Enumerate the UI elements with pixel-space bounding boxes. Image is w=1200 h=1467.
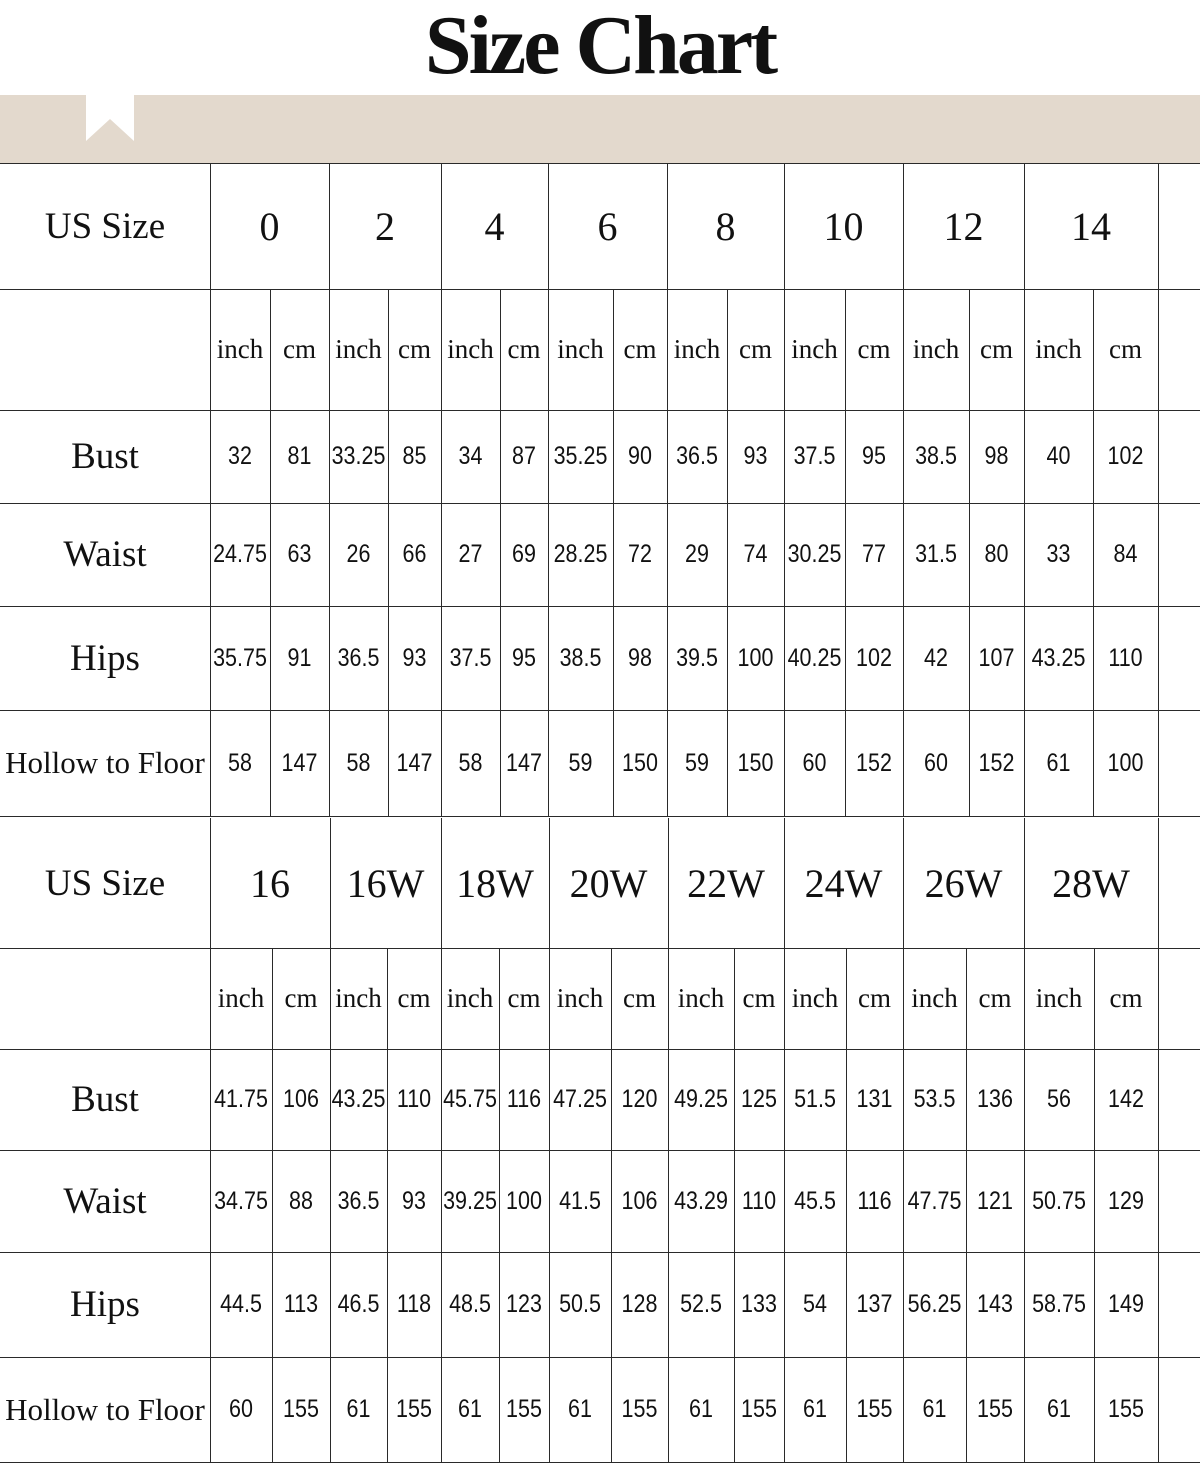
waist-inch-value: 34.75 — [214, 1186, 268, 1215]
unit-inch-label: inch — [335, 983, 382, 1013]
bust-cm-value: 136 — [977, 1085, 1013, 1113]
bust-cm-value: 90 — [628, 442, 652, 470]
hollow-to-floor-cm-value: 100 — [1107, 748, 1144, 777]
hollow-to-floor-inch-value: 61 — [1047, 1395, 1071, 1423]
waist-inch-value: 36.5 — [337, 1186, 380, 1215]
row-label-us-size: US Size — [44, 205, 166, 247]
bust-cm-value: 102 — [1107, 442, 1144, 470]
row-label-hips: Hips — [70, 1284, 140, 1325]
hips-inch-value: 37.5 — [449, 643, 492, 672]
waist-cm-value: 80 — [984, 540, 1009, 568]
bust-inch-value: 32 — [228, 442, 252, 470]
hollow-to-floor-inch-value: 61 — [346, 1395, 371, 1423]
hips-cm-value: 149 — [1108, 1290, 1144, 1318]
hips-inch-value: 50.5 — [559, 1290, 601, 1318]
hips-cm-value: 113 — [283, 1290, 319, 1318]
unit-inch-label: inch — [1035, 334, 1082, 364]
hips-cm-value: 100 — [737, 643, 774, 672]
hollow-to-floor-inch-value: 59 — [568, 748, 593, 777]
bust-inch-value: 56 — [1047, 1085, 1071, 1113]
waist-inch-value: 24.75 — [213, 540, 267, 568]
hollow-to-floor-inch-value: 58 — [346, 748, 371, 777]
hollow-to-floor-inch-value: 58 — [458, 748, 483, 777]
hips-inch-value: 52.5 — [680, 1290, 722, 1318]
hips-inch-value: 46.5 — [337, 1290, 380, 1318]
table-vline — [1158, 163, 1159, 816]
unit-cm-label: cm — [397, 983, 431, 1013]
bust-cm-value: 142 — [1108, 1085, 1144, 1113]
waist-cm-value: 116 — [857, 1186, 892, 1215]
waist-inch-value: 33 — [1046, 540, 1071, 568]
unit-cm-label: cm — [623, 334, 657, 364]
size-header: 2 — [375, 203, 395, 249]
unit-cm-label: cm — [507, 334, 541, 364]
size-header: 26W — [924, 860, 1003, 906]
size-header: 20W — [569, 860, 648, 906]
waist-inch-value: 39.25 — [443, 1186, 497, 1215]
waist-cm-value: 84 — [1113, 540, 1138, 568]
hips-inch-value: 48.5 — [449, 1290, 491, 1318]
size-header: 16 — [250, 860, 290, 906]
hips-cm-value: 110 — [1108, 643, 1143, 672]
bust-inch-value: 49.25 — [674, 1085, 728, 1113]
size-header: 24W — [804, 860, 883, 906]
hips-inch-value: 56.25 — [907, 1290, 962, 1318]
hollow-to-floor-cm-value: 155 — [283, 1395, 319, 1423]
hollow-to-floor-cm-value: 155 — [621, 1395, 658, 1423]
hollow-to-floor-inch-value: 61 — [1046, 748, 1071, 777]
unit-inch-label: inch — [335, 334, 382, 364]
row-label-waist: Waist — [63, 534, 147, 575]
hips-cm-value: 102 — [856, 643, 892, 672]
bust-inch-value: 38.5 — [915, 442, 957, 470]
hips-cm-value: 123 — [506, 1290, 542, 1318]
waist-inch-value: 50.75 — [1032, 1186, 1086, 1215]
hips-inch-value: 42 — [924, 643, 948, 672]
row-label-hips: Hips — [70, 637, 140, 679]
size-header: 10 — [823, 203, 864, 249]
waist-inch-value: 43.29 — [674, 1186, 728, 1215]
bust-inch-value: 41.75 — [214, 1085, 268, 1113]
unit-inch-label: inch — [557, 334, 604, 364]
unit-inch-label: inch — [217, 983, 265, 1013]
waist-cm-value: 129 — [1108, 1186, 1144, 1215]
bust-inch-value: 43.25 — [331, 1085, 386, 1113]
hollow-to-floor-cm-value: 155 — [856, 1395, 893, 1423]
hollow-to-floor-inch-value: 59 — [685, 748, 709, 777]
bust-cm-value: 106 — [283, 1085, 319, 1113]
hips-inch-value: 54 — [803, 1290, 827, 1318]
hollow-to-floor-inch-value: 61 — [803, 1395, 827, 1423]
bust-cm-value: 131 — [856, 1085, 893, 1113]
waist-inch-value: 27 — [458, 540, 483, 568]
unit-inch-label: inch — [556, 983, 604, 1013]
unit-inch-label: inch — [447, 334, 494, 364]
unit-inch-label: inch — [911, 983, 958, 1013]
waist-cm-value: 69 — [512, 540, 536, 568]
hollow-to-floor-cm-value: 147 — [506, 748, 542, 777]
waist-cm-value: 110 — [741, 1186, 777, 1215]
size-header: 22W — [687, 860, 765, 906]
bust-inch-value: 36.5 — [676, 442, 718, 470]
hips-inch-value: 36.5 — [337, 643, 380, 672]
bust-inch-value: 53.5 — [913, 1085, 956, 1113]
row-label-hollow-to-floor: Hollow to Floor — [5, 745, 205, 780]
bust-inch-value: 45.75 — [443, 1085, 497, 1113]
size-header: 8 — [715, 203, 736, 249]
hollow-to-floor-cm-value: 155 — [396, 1395, 432, 1423]
bust-inch-value: 37.5 — [793, 442, 836, 470]
size-header: 28W — [1052, 860, 1130, 906]
unit-inch-label: inch — [677, 983, 725, 1013]
unit-cm-label: cm — [978, 983, 1012, 1013]
waist-inch-value: 30.25 — [787, 540, 842, 568]
hollow-to-floor-cm-value: 155 — [1108, 1395, 1144, 1423]
waist-inch-value: 45.5 — [794, 1186, 836, 1215]
unit-inch-label: inch — [1035, 983, 1083, 1013]
bust-inch-value: 35.25 — [553, 442, 608, 470]
unit-inch-label: inch — [673, 334, 721, 364]
hollow-to-floor-cm-value: 155 — [977, 1395, 1013, 1423]
unit-cm-label: cm — [283, 334, 316, 364]
bust-cm-value: 93 — [743, 442, 768, 470]
waist-cm-value: 121 — [977, 1186, 1013, 1215]
waist-cm-value: 63 — [287, 540, 312, 568]
unit-inch-label: inch — [446, 983, 494, 1013]
waist-inch-value: 31.5 — [915, 540, 957, 568]
row-label-bust: Bust — [71, 436, 139, 477]
hips-cm-value: 93 — [402, 643, 427, 672]
hollow-to-floor-inch-value: 61 — [568, 1395, 592, 1423]
waist-cm-value: 66 — [402, 540, 427, 568]
hips-inch-value: 58.75 — [1032, 1290, 1086, 1318]
bust-inch-value: 33.25 — [331, 442, 386, 470]
hollow-to-floor-inch-value: 61 — [689, 1395, 713, 1423]
waist-cm-value: 74 — [743, 540, 768, 568]
hollow-to-floor-cm-value: 152 — [856, 748, 892, 777]
size-header: 18W — [456, 860, 534, 906]
hips-cm-value: 98 — [628, 643, 652, 672]
waist-cm-value: 106 — [621, 1186, 658, 1215]
table-vline — [1158, 818, 1159, 1462]
waist-cm-value: 77 — [862, 540, 886, 568]
hollow-to-floor-inch-value: 60 — [924, 748, 948, 777]
hips-inch-value: 40.25 — [787, 643, 842, 672]
hollow-to-floor-inch-value: 61 — [458, 1395, 482, 1423]
size-header: 12 — [943, 203, 984, 249]
hips-inch-value: 35.75 — [213, 643, 267, 672]
hips-cm-value: 128 — [621, 1290, 658, 1318]
unit-cm-label: cm — [1109, 983, 1143, 1013]
bust-inch-value: 47.25 — [553, 1085, 607, 1113]
hips-cm-value: 118 — [396, 1290, 432, 1318]
bust-cm-value: 87 — [512, 442, 536, 470]
size-header: 14 — [1071, 203, 1111, 249]
hips-cm-value: 137 — [856, 1290, 893, 1318]
unit-inch-label: inch — [791, 334, 838, 364]
unit-cm-label: cm — [739, 334, 772, 364]
waist-inch-value: 41.5 — [559, 1186, 601, 1215]
size-header: 6 — [597, 203, 618, 249]
unit-inch-label: inch — [912, 334, 960, 364]
waist-cm-value: 72 — [628, 540, 652, 568]
hips-cm-value: 107 — [978, 643, 1015, 672]
hollow-to-floor-inch-value: 58 — [228, 748, 252, 777]
hollow-to-floor-cm-value: 155 — [741, 1395, 777, 1423]
table-hline — [0, 816, 1200, 817]
unit-cm-label: cm — [623, 983, 656, 1013]
unit-cm-label: cm — [980, 334, 1013, 364]
hollow-to-floor-cm-value: 147 — [396, 748, 433, 777]
row-label-waist: Waist — [63, 1180, 147, 1222]
hips-inch-value: 39.5 — [676, 643, 718, 672]
hollow-to-floor-cm-value: 150 — [622, 748, 658, 777]
unit-inch-label: inch — [216, 334, 264, 364]
unit-inch-label: inch — [791, 983, 839, 1013]
bust-inch-value: 34 — [458, 442, 483, 470]
unit-cm-label: cm — [284, 983, 318, 1013]
waist-inch-value: 47.75 — [907, 1186, 962, 1215]
hips-cm-value: 95 — [512, 643, 536, 672]
hollow-to-floor-cm-value: 155 — [506, 1395, 542, 1423]
bust-cm-value: 120 — [621, 1085, 658, 1113]
bust-cm-value: 110 — [396, 1085, 432, 1113]
bust-cm-value: 85 — [402, 442, 427, 470]
waist-inch-value: 28.25 — [553, 540, 608, 568]
unit-cm-label: cm — [858, 983, 891, 1013]
hips-inch-value: 43.25 — [1031, 643, 1086, 672]
unit-cm-label: cm — [742, 983, 776, 1013]
unit-cm-label: cm — [507, 983, 541, 1013]
table-hline — [0, 1462, 1200, 1463]
size-header: 16W — [346, 860, 425, 906]
hips-inch-value: 44.5 — [220, 1290, 262, 1318]
unit-cm-label: cm — [398, 334, 431, 364]
bust-cm-value: 98 — [984, 442, 1009, 470]
bust-inch-value: 51.5 — [794, 1085, 836, 1113]
waist-inch-value: 29 — [685, 540, 709, 568]
hips-inch-value: 38.5 — [559, 643, 602, 672]
hollow-to-floor-cm-value: 147 — [281, 748, 318, 777]
bust-cm-value: 116 — [506, 1085, 542, 1113]
waist-inch-value: 26 — [346, 540, 371, 568]
hollow-to-floor-inch-value: 61 — [922, 1395, 947, 1423]
waist-cm-value: 88 — [289, 1186, 313, 1215]
page-title: Size Chart — [424, 0, 776, 92]
bust-cm-value: 95 — [862, 442, 886, 470]
size-header: 0 — [259, 203, 280, 249]
size-header: 4 — [484, 203, 505, 249]
bust-inch-value: 40 — [1046, 442, 1071, 470]
hips-cm-value: 143 — [977, 1290, 1013, 1318]
bust-cm-value: 125 — [741, 1085, 777, 1113]
bust-cm-value: 81 — [287, 442, 312, 470]
hips-cm-value: 133 — [741, 1290, 777, 1318]
waist-cm-value: 100 — [506, 1186, 542, 1215]
row-label-hollow-to-floor: Hollow to Floor — [5, 1391, 205, 1427]
hollow-to-floor-cm-value: 150 — [737, 748, 774, 777]
hollow-to-floor-cm-value: 152 — [978, 748, 1015, 777]
hips-cm-value: 91 — [287, 643, 312, 672]
unit-cm-label: cm — [1109, 334, 1142, 364]
hollow-to-floor-inch-value: 60 — [229, 1395, 253, 1423]
hollow-to-floor-inch-value: 60 — [802, 748, 827, 777]
unit-cm-label: cm — [857, 334, 891, 364]
row-label-us-size: US Size — [44, 862, 166, 904]
row-label-bust: Bust — [71, 1079, 139, 1120]
waist-cm-value: 93 — [402, 1186, 426, 1215]
